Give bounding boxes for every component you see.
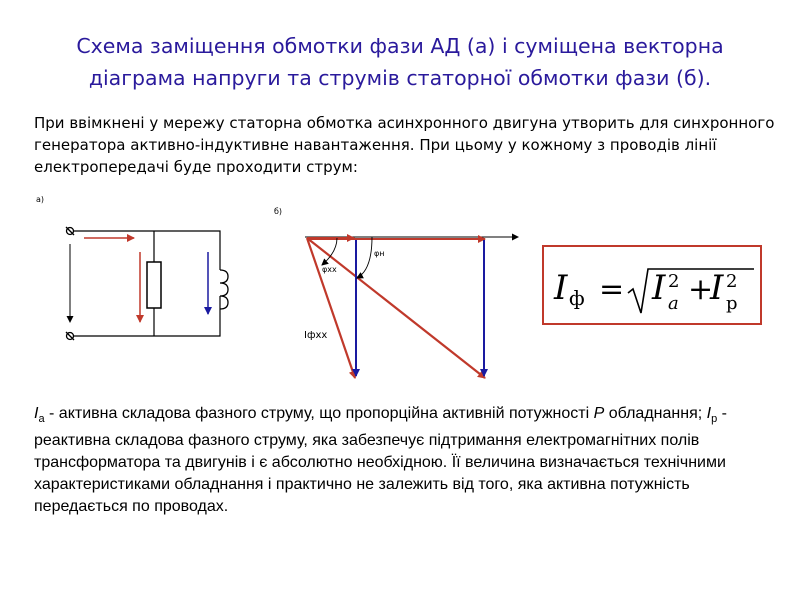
terminal-top-icon [66,227,74,235]
title-line-1: Схема заміщення обмотки фази АД (а) і суміщена векторна [76,34,724,58]
symbol-Ia-sub: а [38,413,45,426]
phasor-label: б) [274,207,283,216]
explanation-paragraph [34,403,784,518]
formula-sq-a: 2 [668,271,680,292]
explanation-part-2: обладнання; [604,405,707,422]
inductor-icon [220,270,228,309]
angle-phi-n-label: φн [374,249,385,258]
explanation-part-1: - активна складова фазного струму, що пропорційна активній потужності [44,405,594,422]
current-formula-box [542,245,762,325]
formula-I: I [554,268,568,308]
formula-sub-a: a [668,293,679,314]
current-load-phasor [307,238,485,378]
formula-Ip: I [710,268,724,308]
current-formula [544,247,760,323]
formula-equals: = [599,272,625,307]
symbol-Ip-sub: р [711,413,718,426]
phasor-diagram [274,207,518,378]
formula-sq-p: 2 [726,271,738,292]
current-noload-phasor [307,238,355,378]
formula-sub-p: р [726,293,738,314]
equivalent-circuit [36,195,228,340]
title-line-2: діаграма напруги та струмів статорної обмотки фази (б). [88,66,712,90]
resistor-icon [147,262,161,308]
circuit-label: а) [36,195,45,204]
symbol-P: Р [593,405,605,422]
noload-current-label: Іфхх [304,330,328,341]
formula-phi: ф [569,286,585,310]
formula-plus: + [688,272,714,307]
terminal-bottom-icon [66,332,74,340]
symbol-Ia: І [34,405,39,422]
angle-phi-xx-label: φхх [322,265,337,274]
intro-paragraph: При ввімкнені у мережу статорна обмотка асинхронного двигуна утворить для синхронного генератора активно-індуктивне навантаження. При цьому у кожному з проводів лінії електропередачі буде проходити струм: [34,114,775,176]
angle-phi-n-arc [357,237,372,278]
formula-Ia: I [652,268,666,308]
symbol-Ip: І [706,405,712,422]
explanation-part-3: - реактивна складова фазного струму, яка забезпечує підтримання електромагнітних полів трансформатора та двигунів і є абсолютно необхідною. Її величина визначається технічними характеристиками обладнання і практично не залежить від того, яка активна потужність передається по проводах. [34,405,727,516]
